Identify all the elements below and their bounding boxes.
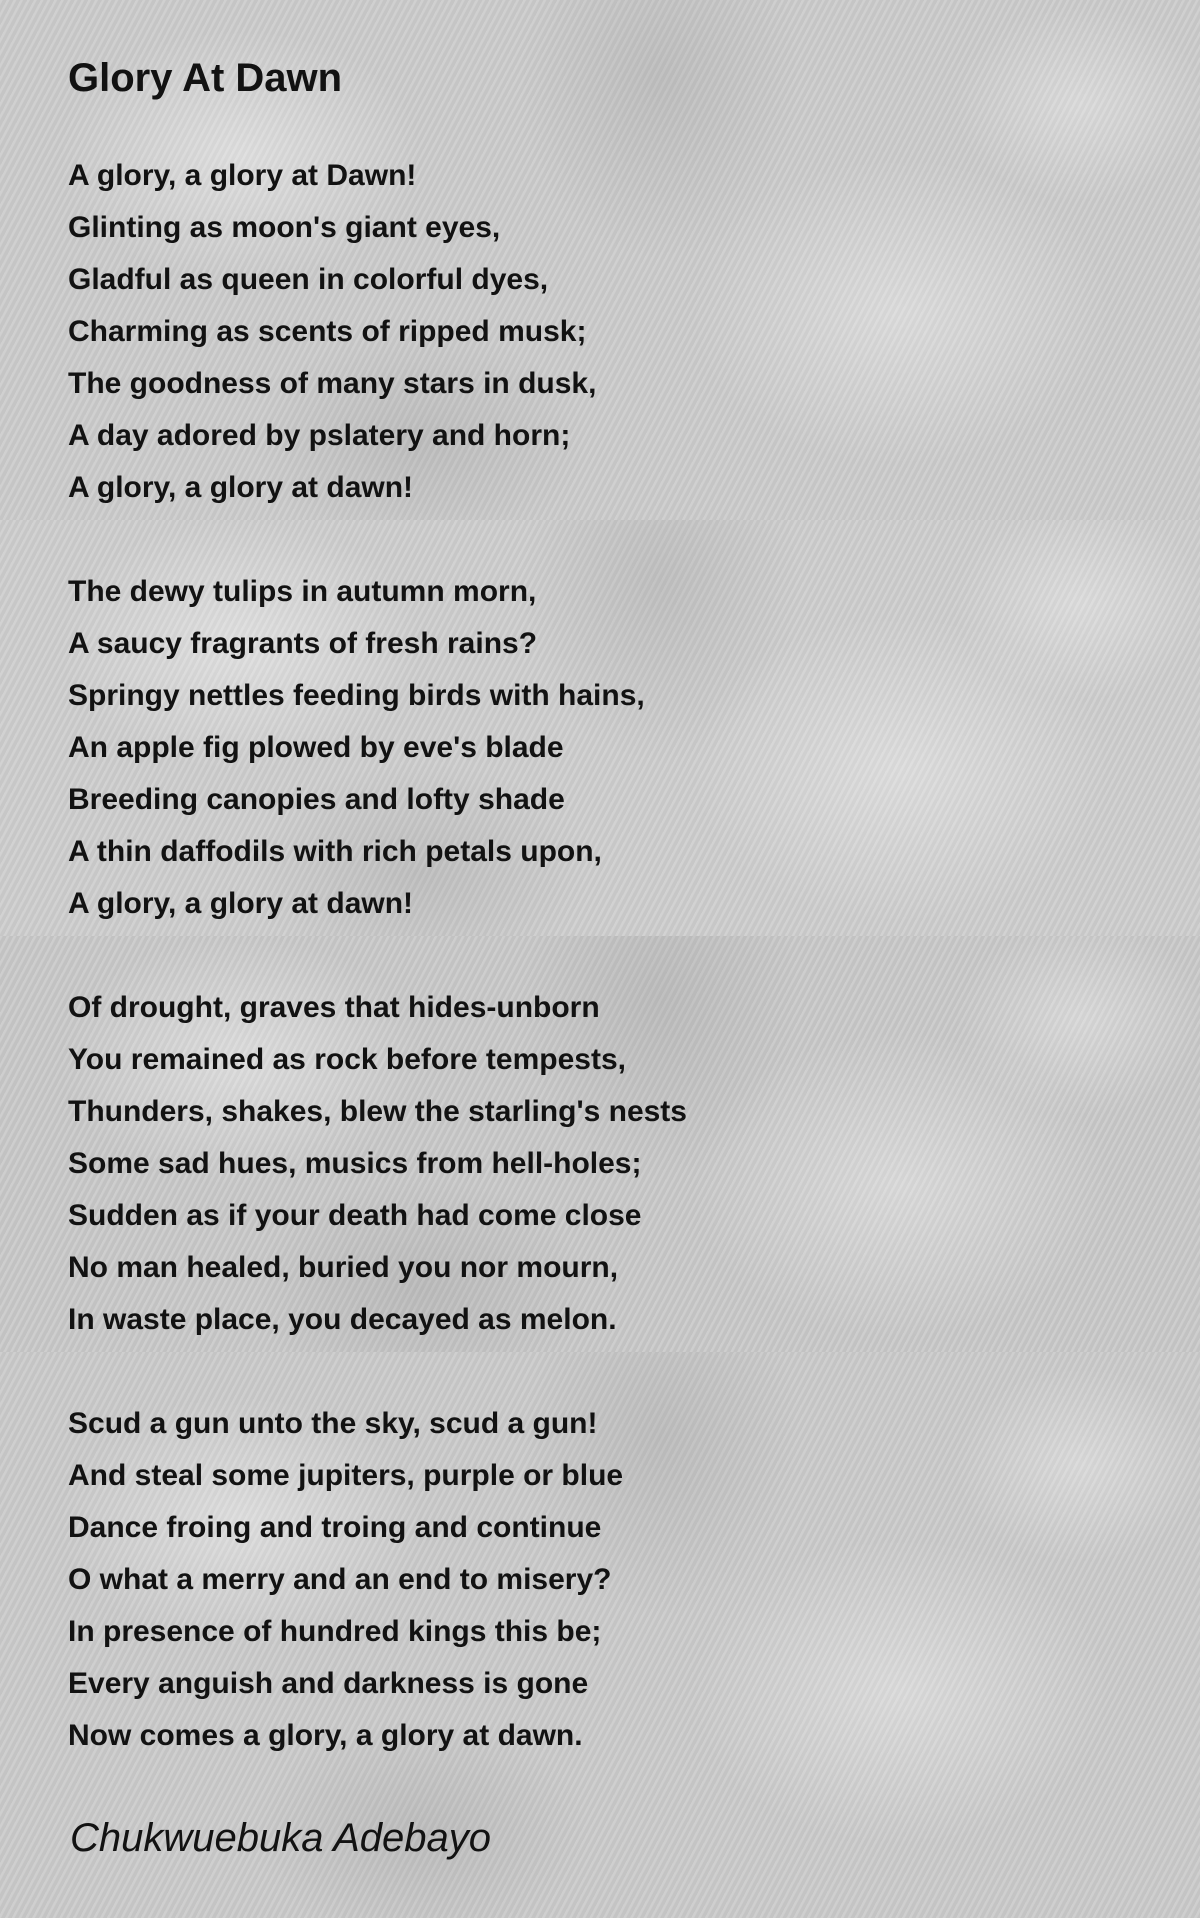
stanza-1: [68, 150, 1148, 514]
poem-line: In presence of hundred kings this be;: [68, 1615, 602, 1648]
poem-line: A glory, a glory at dawn!: [68, 471, 414, 504]
poem-line: The goodness of many stars in dusk,: [68, 367, 597, 400]
poem-line: A glory, a glory at Dawn!: [68, 159, 417, 192]
stanza-4: [68, 1398, 1148, 1762]
poem-line: Of drought, graves that hides-unborn: [68, 991, 600, 1024]
poem-line: Sudden as if your death had come close: [68, 1199, 642, 1232]
poem-line: A thin daffodils with rich petals upon,: [68, 835, 602, 868]
poem-line: Scud a gun unto the sky, scud a gun!: [68, 1407, 598, 1440]
poem-line: No man healed, buried you nor mourn,: [68, 1251, 619, 1284]
poem-line: Breeding canopies and lofty shade: [68, 783, 565, 816]
poem-line: And steal some jupiters, purple or blue: [68, 1459, 624, 1492]
poem-line: Gladful as queen in colorful dyes,: [68, 263, 549, 296]
poem-line: A glory, a glory at dawn!: [68, 887, 414, 920]
poem-line: Dance froing and troing and continue: [68, 1511, 602, 1544]
poem-line: Some sad hues, musics from hell-holes;: [68, 1147, 642, 1180]
poem-line: Thunders, shakes, blew the starling's nests: [68, 1095, 687, 1128]
poem-line: A day adored by pslatery and horn;: [68, 419, 571, 452]
poem-author: Chukwuebuka Adebayo: [70, 1816, 492, 1860]
poem-line: A saucy fragrants of fresh rains?: [68, 627, 538, 660]
poem-title: Glory At Dawn: [68, 56, 343, 100]
poem-line: Glinting as moon's giant eyes,: [68, 211, 501, 244]
poem-line: Every anguish and darkness is gone: [68, 1667, 589, 1700]
stanza-3: [68, 982, 1148, 1346]
poem-line: You remained as rock before tempests,: [68, 1043, 626, 1076]
poem-line: Springy nettles feeding birds with hains,: [68, 679, 645, 712]
poem-line: An apple fig plowed by eve's blade: [68, 731, 564, 764]
poem-line: Charming as scents of ripped musk;: [68, 315, 587, 348]
poem-line: Now comes a glory, a glory at dawn.: [68, 1719, 583, 1752]
poem-line: The dewy tulips in autumn morn,: [68, 575, 537, 608]
poem-line: O what a merry and an end to misery?: [68, 1563, 612, 1596]
stanza-2: [68, 566, 1148, 930]
poem-line: In waste place, you decayed as melon.: [68, 1303, 617, 1336]
